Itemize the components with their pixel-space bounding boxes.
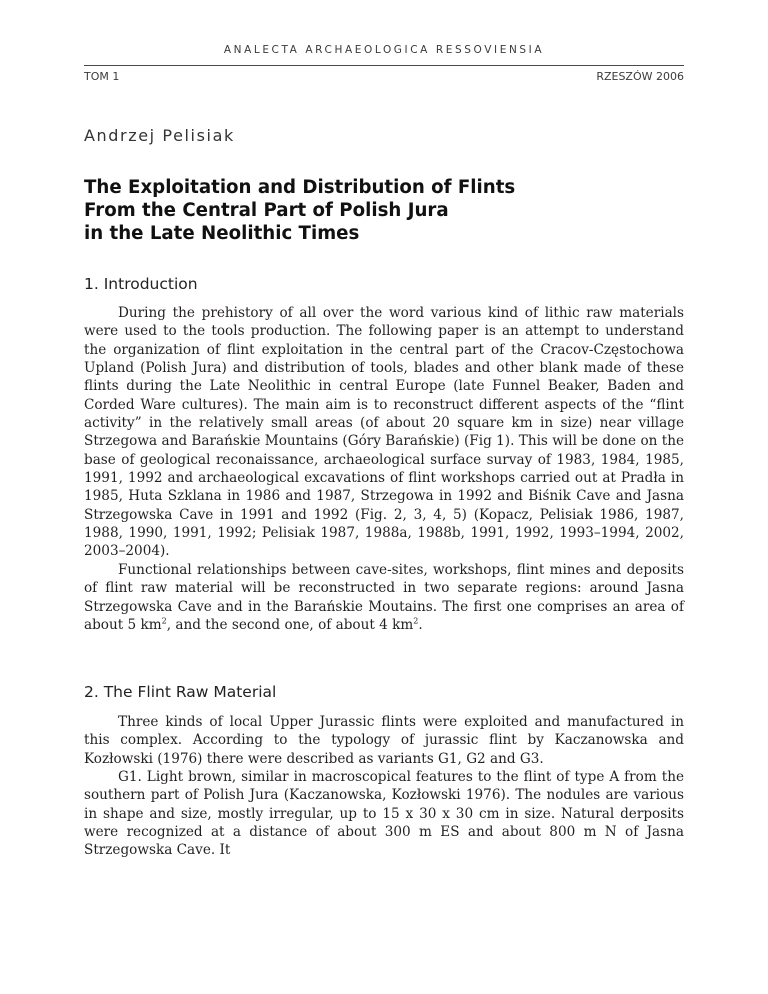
title-line: From the Central Part of Polish Jura [84, 200, 449, 221]
paragraph: During the prehistory of all over the word various kind of lithic raw materials were used to the tools production. The following paper is an attempt to understand the organization of flint exploitation in the central part of the Cracov-Częstochowa Upland (Polish Jura) and distribution of tools, blades and other blank made of these flints during the Late Neolithic in central Europe (late Funnel Beaker, Baden and Corded Ware cultures). The main aim is to reconstruct different aspects of the “flint activity” in the relatively small areas (of about 20 square km in size) near village Strzegowa and Barańskie Mountains (Góry Barańskie) (Fig 1). This will be done on the base of geological reconaissance, archaeological surface survay of 1983, 1984, 1985, 1991, 1992 and archaeological excavations of flint workshops carried out at Pradła in 1985, Huta Szklana in 1986 and 1987, Strzegowa in 1992 and Biśnik Cave and Jasna Strzegowska Cave in 1991 and 1992 (Fig. 2, 3, 4, 5) (Kopacz, Pelisiak 1986, 1987, 1988, 1990, 1991, 1992; Pelisiak 1987, 1988a, 1988b, 1991, 1992, 1993–1994, 2002, 2003–2004). [84, 305, 684, 560]
section-body-flint-raw-material [84, 713, 684, 860]
article-title [84, 176, 644, 245]
author-name: Andrzej Pelisiak [84, 126, 235, 145]
section-heading-flint-raw-material: 2. The Flint Raw Material [84, 683, 277, 701]
section-body-introduction [84, 304, 684, 634]
superscript: 2 [161, 616, 167, 626]
header-rule [84, 65, 684, 66]
section-heading-introduction: 1. Introduction [84, 275, 198, 293]
journal-name: ANALECTA ARCHAEOLOGICA RESSOVIENSIA [223, 44, 545, 56]
paragraph: Functional relationships between cave-sites, workshops, flint mines and deposits of flint raw material will be reconstructed in two separate regions: around Jasna Strzegowska Cave and in the Barańskie Moutains. The first one comprises an area of about 5 $km^2$, and the second one, of about 4 $km^2$. [84, 561, 684, 633]
paragraph: Three kinds of local Upper Jurassic flints were exploited and manufactured in this complex. According to the typology of jurassic flint by Kaczanowska and Kozłowski (1976) there were described as variants G1, G2 and G3. [84, 714, 684, 767]
title-line: in the Late Neolithic Times [84, 223, 360, 244]
volume-label: TOM 1 [84, 70, 120, 83]
superscript: 2 [413, 616, 419, 626]
place-year: RZESZÓW 2006 [596, 70, 684, 83]
title-line: The Exploitation and Distribution of Flints [84, 177, 516, 198]
paragraph: G1. Light brown, similar in macroscopical features to the flint of type A from the southern part of Polish Jura (Kaczanowska, Kozłowski 1976). The nodules are various in shape and size, mostly irregular, up to 15 x 30 x 30 cm in size. Natural derposits were recognized at a distance of about 300 m ES and about 800 m N of Jasna Strzegowska Cave. It [84, 769, 684, 859]
